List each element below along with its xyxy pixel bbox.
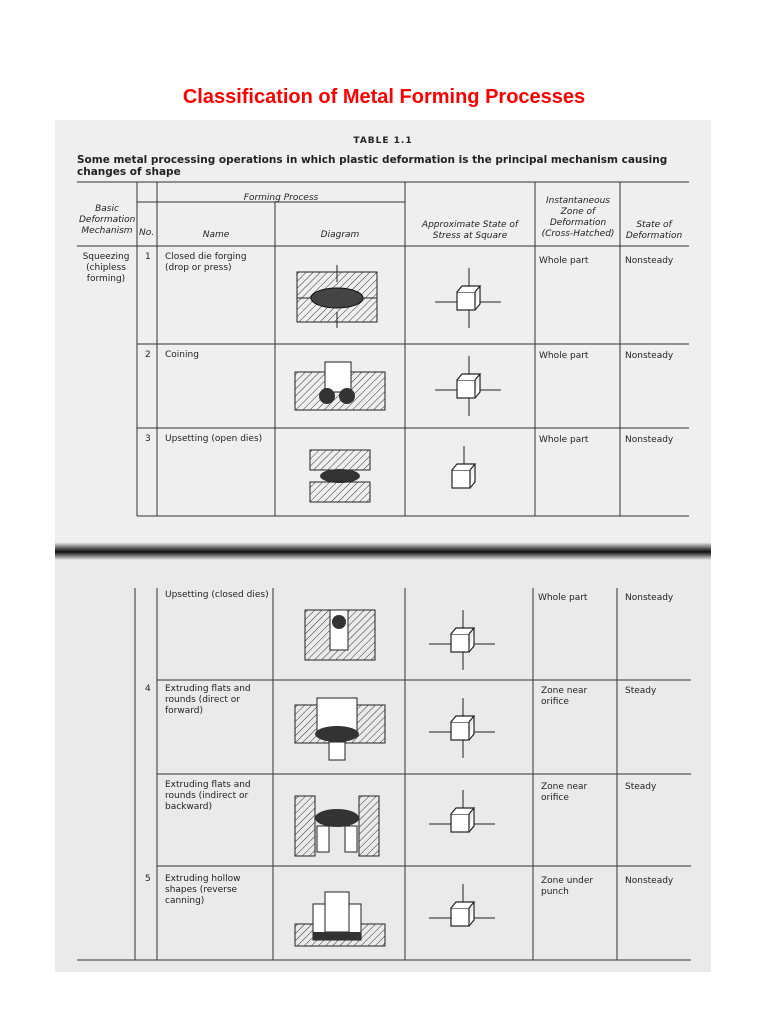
row-1-no: 1 — [145, 252, 151, 262]
stress-cube-2 — [435, 356, 501, 416]
stress-cube-3 — [452, 446, 475, 488]
table-number: TABLE 1.1 — [353, 136, 413, 146]
reverse-canning-diagram — [295, 892, 385, 946]
scanned-table-image — [55, 120, 711, 972]
coining-diagram — [295, 362, 385, 410]
row-3-zone: Whole part — [539, 435, 589, 445]
header-mechanism: Basic Deformation Mechanism — [79, 204, 136, 236]
header-stress: Approximate State of Stress at Square — [421, 220, 519, 241]
header-zone: Instantaneous Zone of Deformation (Cross-Hatched) — [541, 196, 615, 239]
row-2-zone: Whole part — [539, 351, 589, 361]
stress-cube-5 — [429, 698, 495, 758]
row-5-no: 4 — [145, 684, 151, 694]
mechanism-value: Squeezing (chipless forming) — [82, 252, 130, 284]
row-5-name: Extruding flats and rounds (direct or forward) — [165, 684, 251, 716]
header-name: Name — [202, 230, 230, 240]
upsetting-open-dies-diagram — [310, 450, 370, 502]
forward-extrusion-diagram — [295, 698, 385, 760]
stress-cube-6 — [429, 790, 495, 832]
row-1-state: Nonsteady — [625, 256, 674, 266]
row-3-name: Upsetting (open dies) — [165, 434, 263, 444]
row-3-state: Nonsteady — [625, 435, 674, 445]
row-4-state: Nonsteady — [625, 593, 674, 603]
row-6-name: Extruding flats and rounds (indirect or backward) — [165, 780, 251, 812]
page-title: Classification of Metal Forming Processes — [182, 86, 586, 108]
backward-extrusion-diagram — [295, 796, 379, 856]
row-1-zone: Whole part — [539, 256, 589, 266]
row-1-name: Closed die forging (drop or press) — [165, 252, 247, 273]
row-2-name: Coining — [165, 350, 199, 360]
stress-cube-1 — [435, 268, 501, 328]
row-6-state: Steady — [625, 782, 657, 792]
header-no: No. — [139, 228, 155, 238]
row-7-name: Extruding hollow shapes (reverse canning) — [165, 874, 241, 906]
row-2-no: 2 — [145, 350, 151, 360]
header-forming-process: Forming Process — [243, 193, 319, 203]
header-state: State of Deformation — [625, 220, 683, 241]
header-diagram: Diagram — [320, 230, 360, 240]
row-4-zone: Whole part — [538, 593, 588, 603]
row-2-state: Nonsteady — [625, 351, 674, 361]
row-5-zone: Zone near orifice — [541, 686, 588, 707]
row-7-no: 5 — [145, 874, 151, 884]
process-diagrams — [55, 120, 711, 972]
stress-cube-4 — [429, 610, 495, 670]
upsetting-closed-dies-diagram — [305, 610, 375, 660]
stress-cube-7 — [429, 884, 495, 926]
row-6-zone: Zone near orifice — [541, 782, 588, 803]
row-3-no: 3 — [145, 434, 151, 444]
table-caption: Some metal processing operations in which plastic deformation is the principal mechanism causing changes of shape — [77, 154, 668, 178]
row-5-state: Steady — [625, 686, 657, 696]
row-4-name: Upsetting (closed dies) — [165, 590, 269, 600]
row-7-state: Nonsteady — [625, 876, 674, 886]
closed-die-forging-diagram — [297, 265, 377, 328]
row-7-zone: Zone under punch — [541, 876, 594, 897]
